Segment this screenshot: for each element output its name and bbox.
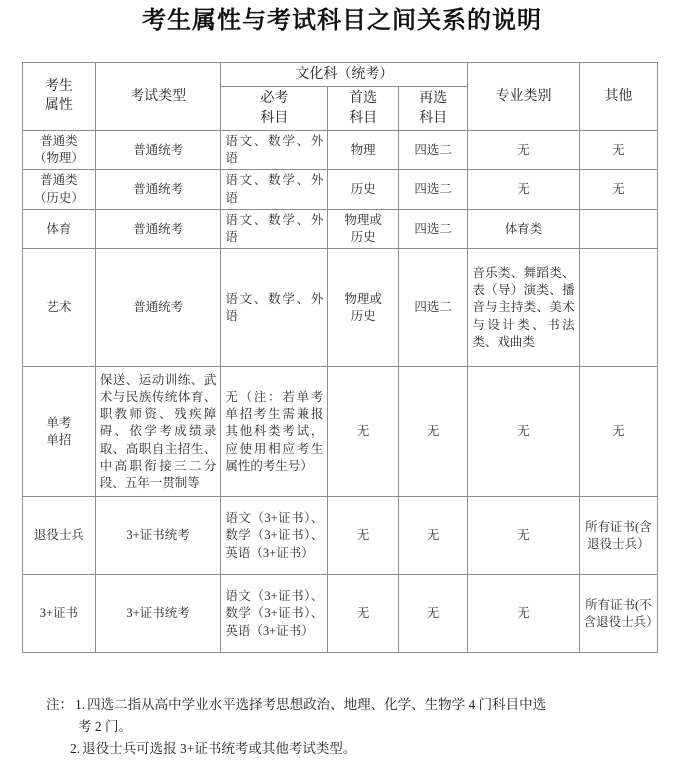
- cell-required-subjects: 语文、数学、外语: [221, 170, 328, 210]
- cell-major-category: 无: [468, 575, 579, 653]
- cell-second-choice: 无: [398, 367, 467, 497]
- header-candidate-attribute-line2: 属性: [44, 98, 73, 114]
- relationship-table-wrapper: [22, 62, 658, 653]
- cell-major-category: 无: [468, 130, 579, 170]
- header-other: 其他: [579, 63, 657, 131]
- header-candidate-attribute: [23, 63, 96, 131]
- footnotes: [22, 694, 662, 760]
- cell-exam-type: 普通统考: [95, 249, 221, 367]
- header-second-choice-subject-line2: 科目: [419, 110, 448, 126]
- header-exam-type: 考试类型: [95, 63, 221, 131]
- table-row: [23, 367, 658, 497]
- footnote-text-2: 退役士兵可选报 3+证书统考或其他考试类型。: [82, 740, 357, 756]
- header-second-choice-subject-line1: 再选: [419, 91, 448, 107]
- table-head: [23, 63, 658, 131]
- cell-major-category: 无: [468, 170, 579, 210]
- attribute-line1: 3+证书: [39, 606, 79, 621]
- cell-major-category: 音乐类、舞蹈类、表（导）演类、播音与主持类、美术与设计类、书法类、戏曲类: [468, 249, 579, 367]
- page-title: 考生属性与考试科目之间关系的说明: [142, 8, 542, 34]
- header-first-choice-subject-line2: 科目: [349, 110, 378, 126]
- cell-candidate-attribute: [23, 249, 96, 367]
- cell-first-choice: [328, 209, 399, 249]
- footnote-label: 注：: [46, 697, 73, 712]
- first-choice-line1: 物理或: [344, 291, 382, 306]
- attribute-line1: 普通类: [40, 133, 78, 148]
- cell-second-choice: 四选二: [398, 130, 467, 170]
- table-header-row-1: [23, 63, 658, 87]
- header-required-subjects-line1: 必考: [260, 91, 289, 107]
- table-row: [23, 170, 658, 210]
- table-row: [23, 209, 658, 249]
- first-choice-line1: 物理或: [344, 212, 382, 227]
- cell-exam-type: 普通统考: [95, 170, 221, 210]
- attribute-line1: 退役士兵: [33, 528, 84, 543]
- cell-first-choice: 无: [328, 575, 399, 653]
- cell-first-choice: 历史: [328, 170, 399, 210]
- cell-exam-type: 普通统考: [95, 130, 221, 170]
- cell-other: [579, 209, 657, 249]
- first-choice-line2: 历史: [350, 230, 376, 245]
- cell-first-choice: 物理: [328, 130, 399, 170]
- cell-exam-type: 3+证书统考: [95, 497, 221, 575]
- cell-other: 无: [579, 170, 657, 210]
- header-first-choice-subject: [328, 87, 399, 131]
- cell-required-subjects: 语文、数学、外语: [221, 249, 328, 367]
- cell-candidate-attribute: [23, 170, 96, 210]
- attribute-line2: （历史）: [33, 190, 84, 205]
- header-required-subjects-line2: 科目: [260, 110, 289, 126]
- cell-second-choice: 无: [398, 497, 467, 575]
- cell-major-category: 体育类: [468, 209, 579, 249]
- cell-required-subjects: 语文（3+证书）、数学（3+证书）、英语（3+证书）: [221, 497, 328, 575]
- attribute-line1: 艺术: [46, 300, 72, 315]
- cell-major-category: 无: [468, 497, 579, 575]
- table-row: [23, 130, 658, 170]
- relationship-table: [22, 62, 658, 653]
- cell-second-choice: 四选二: [398, 209, 467, 249]
- table-body: [23, 130, 658, 653]
- footnote-item-1: [22, 694, 662, 716]
- cell-first-choice: 无: [328, 497, 399, 575]
- cell-second-choice: 四选二: [398, 249, 467, 367]
- cell-required-subjects: 语文、数学、外语: [221, 130, 328, 170]
- header-candidate-attribute-line1: 考生: [44, 79, 73, 95]
- attribute-line2: （物理）: [33, 151, 84, 166]
- attribute-line1: 普通类: [40, 173, 78, 188]
- cell-candidate-attribute: [23, 130, 96, 170]
- attribute-line2: 单招: [46, 432, 72, 447]
- footnote-number-2: 2.: [70, 740, 81, 756]
- table-row: [23, 575, 658, 653]
- cell-first-choice: [328, 249, 399, 367]
- cell-required-subjects: 语文（3+证书）、数学（3+证书）、英语（3+证书）: [221, 575, 328, 653]
- header-first-choice-subject-line1: 首选: [349, 91, 378, 107]
- first-choice-line2: 历史: [350, 308, 376, 323]
- cell-required-subjects: 语文、数学、外语: [221, 209, 328, 249]
- cell-other: 所有证书(含退役士兵）: [579, 497, 657, 575]
- cell-candidate-attribute: [23, 209, 96, 249]
- cell-first-choice: 无: [328, 367, 399, 497]
- cell-other: [579, 249, 657, 367]
- cell-required-subjects: 无（注：若单考单招考生需兼报其他科类考试，应使用相应考生属性的考生号）: [221, 367, 328, 497]
- header-culture-subjects-group: 文化科（统考）: [221, 63, 468, 87]
- cell-other: 所有证书(不含退役士兵）: [579, 575, 657, 653]
- header-required-subjects: [221, 87, 328, 131]
- cell-second-choice: 无: [398, 575, 467, 653]
- cell-exam-type: 普通统考: [95, 209, 221, 249]
- footnote-number-1: 1.: [75, 697, 86, 712]
- cell-second-choice: 四选二: [398, 170, 467, 210]
- cell-exam-type: 3+证书统考: [95, 575, 221, 653]
- table-row: [23, 249, 658, 367]
- header-major-category: 专业类别: [468, 63, 579, 131]
- header-second-choice-subject: [398, 87, 467, 131]
- cell-other: 无: [579, 130, 657, 170]
- attribute-line1: 单考: [46, 415, 72, 430]
- cell-other: 无: [579, 367, 657, 497]
- cell-major-category: 无: [468, 367, 579, 497]
- cell-candidate-attribute: [23, 497, 96, 575]
- footnote-text-1: 四选二指从高中学业水平选择考思想政治、地理、化学、生物学 4 门科目中选: [87, 697, 547, 712]
- footnote-item-2: [22, 738, 662, 760]
- footnote-continuation-1: 考 2 门。: [78, 718, 132, 734]
- attribute-line1: 体育: [46, 221, 72, 236]
- cell-candidate-attribute: [23, 575, 96, 653]
- cell-exam-type: 保送、运动训练、武术与民族传统体育、职教师资、残疾障碍、依学考成绩录取、高职自主招生、中高职衔接三二分段、五年一贯制等: [95, 367, 221, 497]
- cell-candidate-attribute: [23, 367, 96, 497]
- table-row: [23, 497, 658, 575]
